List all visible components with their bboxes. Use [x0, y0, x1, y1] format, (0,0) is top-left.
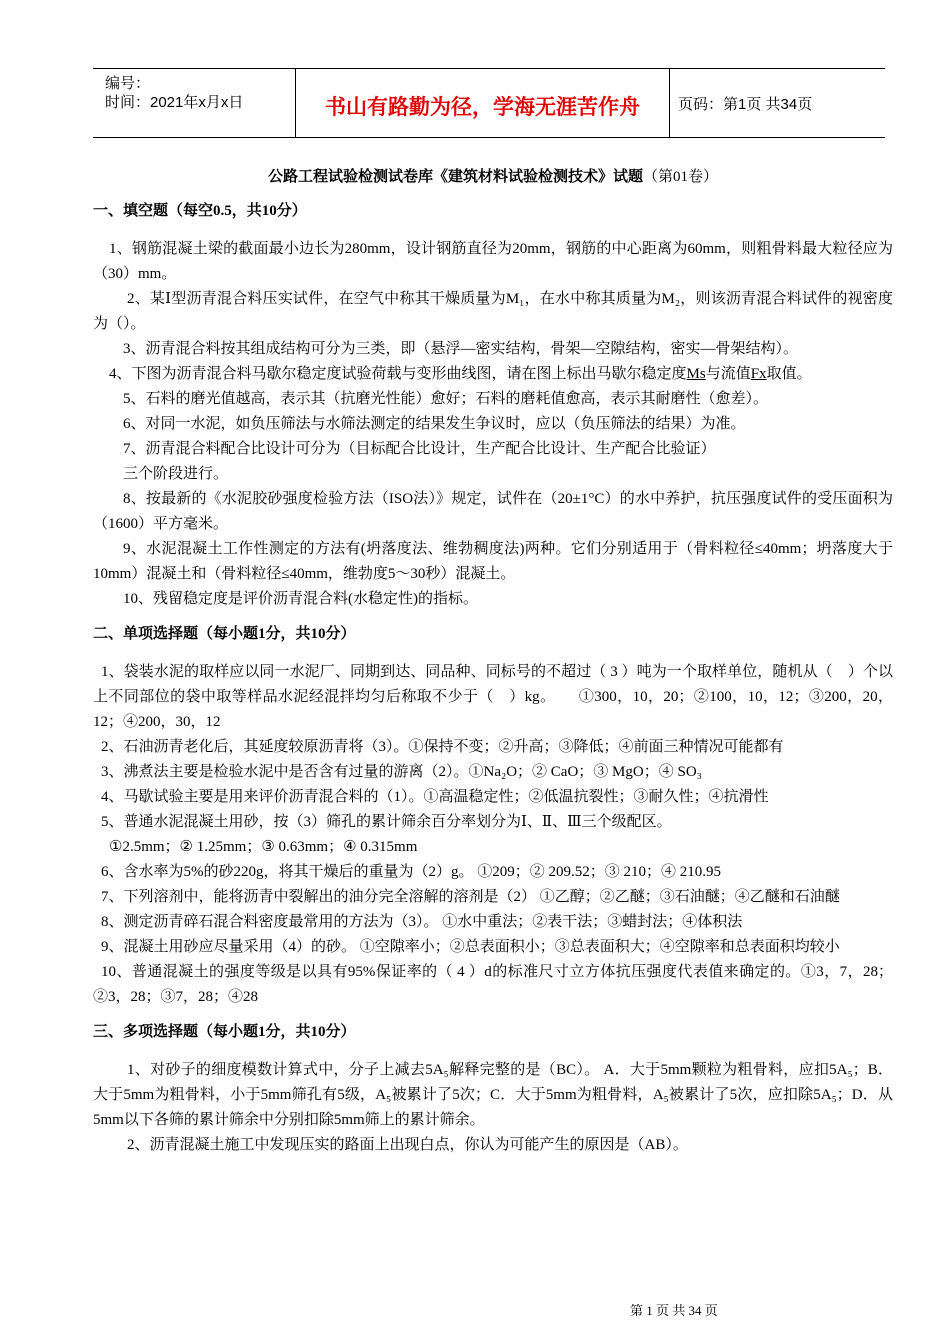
page-footer: 第 1 页 共 34 页 [630, 1303, 718, 1318]
header-info-cell [93, 69, 295, 137]
title-text: 公路工程试验检测试卷库《建筑材料试验检测技术》试题 [267, 169, 643, 185]
header-page-cell [668, 69, 885, 137]
question-2-8: 8、测定沥青碎石混合料密度最常用的方法为（3）。 ①水中重法；②表干法；③蜡封法；④体积法 [101, 914, 743, 930]
section-heading-fill-blank: 一、填空题（每空0.5，共10分） [93, 203, 307, 219]
date-label: 时间：2021年x月x日 [105, 94, 244, 111]
question-2-9: 9、混凝土用砂应尽量采用（4）的砂。 ①空隙率小；②总表面积小；③总表面积大；④空隙率和总表面积均较小 [101, 939, 840, 955]
header-motto-cell [295, 69, 670, 137]
title-volume: （第01卷） [643, 169, 719, 185]
question-2-1: 1、袋装水泥的取样应以同一水泥厂、同期到达、同品种、同标号的不超过（ 3 ）吨为一个取样单位，随机从（ ）个以上不同部位的袋中取等样品水泥经混拌均匀后称取不少于（ ）kg。 ①300，10，20；②100，10，12；③200，20，12；④200，30，12 [93, 664, 893, 730]
ms-label: Ms [686, 366, 706, 382]
question-3-2: 2、沥青混凝土施工中发现压实的路面上出现白点，你认为可能产生的原因是（AB）。 [127, 1137, 688, 1153]
question-3-1: 1、对砂子的细度模数计算式中，分子上减去5A₅解释完整的是（BC）。 A．大于5mm颗粒为粗骨料，应扣5A₅；B．大于5mm为粗骨料，小于5mm筛孔有5级，A₅被累计了5次；C．大于5mm为粗骨料，A₅被累计了5次，应扣除5A₅；D．从5mm以下各筛的累计筛余中分别扣除5mm筛上的累计筛余。 [93, 1062, 893, 1128]
question-1-4-text-b: 与流值 [705, 366, 751, 382]
question-1-5: 5、石料的磨光值越高，表示其（抗磨光性能）愈好；石料的磨耗值愈高，表示其耐磨性（愈差）。 [123, 391, 769, 407]
question-1-4-text-c: 取值。 [766, 366, 812, 382]
serial-label: 编号： [105, 75, 151, 92]
question-2-4: 4、马歇试验主要是用来评价沥青混合料的（1）。①高温稳定性；②低温抗裂性；③耐久性；④抗滑性 [101, 789, 769, 805]
document-body [93, 165, 893, 1158]
motto: 书山有路勤为径，学海无涯苦作舟 [325, 95, 640, 119]
question-2-2: 2、石油沥青老化后，其延度较原沥青将（3）。①保持不变；②升高；③降低；④前面三种情况可能都有 [101, 739, 784, 755]
section-heading-multi-choice: 三、多项选择题（每小题1分，共10分） [93, 1024, 356, 1040]
section-heading-single-choice: 二、单项选择题（每小题1分，共10分） [93, 626, 356, 642]
question-1-3: 3、沥青混合料按其组成结构可分为三类，即（悬浮—密实结构，骨架—空隙结构，密实—骨架结构）。 [123, 341, 799, 357]
question-1-4-text-a: 4、下图为沥青混合料马歇尔稳定度试验荷载与变形曲线图，请在图上标出马歇尔稳定度 [109, 366, 687, 382]
fx-label: Fx [750, 366, 767, 382]
question-1-7-cont: 三个阶段进行。 [123, 466, 229, 482]
page-number-label: 页码：第1页 共34页 [678, 96, 813, 113]
question-1-8: 8、按最新的《水泥胶砂强度检验方法（ISO法）》规定，试件在（20±1°C）的水中养护，抗压强度试件的受压面积为（1600）平方毫米。 [93, 491, 893, 532]
document-title [93, 165, 893, 186]
question-1-6: 6、对同一水泥，如负压筛法与水筛法测定的结果发生争议时，应以（负压筛法的结果）为准。 [123, 416, 746, 432]
question-2-5-options: ①2.5mm；② 1.25mm；③ 0.63mm；④ 0.315mm [109, 839, 418, 855]
question-1-9: 9、水泥混凝土工作性测定的方法有(坍落度法、维勃稠度法)两种。它们分别适用于（骨料粒径≤40mm；坍落度大于10mm）混凝土和（骨料粒径≤40mm，维勃度5～30秒）混凝土。 [93, 541, 893, 582]
page-header [93, 68, 885, 138]
question-2-6: 6、含水率为5%的砂220g，将其干燥后的重量为（2）g。 ①209；② 209.52；③ 210；④ 210.95 [101, 864, 721, 880]
question-1-1: 1、钢筋混凝土梁的截面最小边长为280mm，设计钢筋直径为20mm，钢筋的中心距离为60mm，则粗骨料最大粒径应为（30）mm。 [93, 241, 893, 282]
question-1-2: 2、某Ⅰ型沥青混合料压实试件，在空气中称其干燥质量为M₁，在水中称其质量为M₂，则该沥青混合料试件的视密度为（）。 [93, 291, 893, 332]
question-2-7: 7、下列溶剂中，能将沥青中裂解出的油分完全溶解的溶剂是（2） ①乙醇；②乙醚；③石油醚；④乙醚和石油醚 [101, 889, 840, 905]
question-1-7: 7、沥青混合料配合比设计可分为（目标配合比设计，生产配合比设计、生产配合比验证） [123, 441, 716, 457]
question-2-3: 3、沸煮法主要是检验水泥中是否含有过量的游离（2）。①Na₂O；② CaO；③ MgO；④ SO₃ [101, 764, 702, 780]
question-1-4 [93, 362, 893, 387]
question-2-10: 10、普通混凝土的强度等级是以具有95%保证率的（ 4 ）d的标准尺寸立方体抗压强度代表值来确定的。①3，7，28；②3，28；③7，28；④28 [93, 964, 893, 1005]
question-1-10: 10、残留稳定度是评价沥青混合料(水稳定性)的指标。 [123, 591, 478, 607]
question-2-5: 5、普通水泥混凝土用砂，按（3）筛孔的累计筛余百分率划分为Ⅰ、Ⅱ、Ⅲ三个级配区。 [101, 814, 672, 830]
